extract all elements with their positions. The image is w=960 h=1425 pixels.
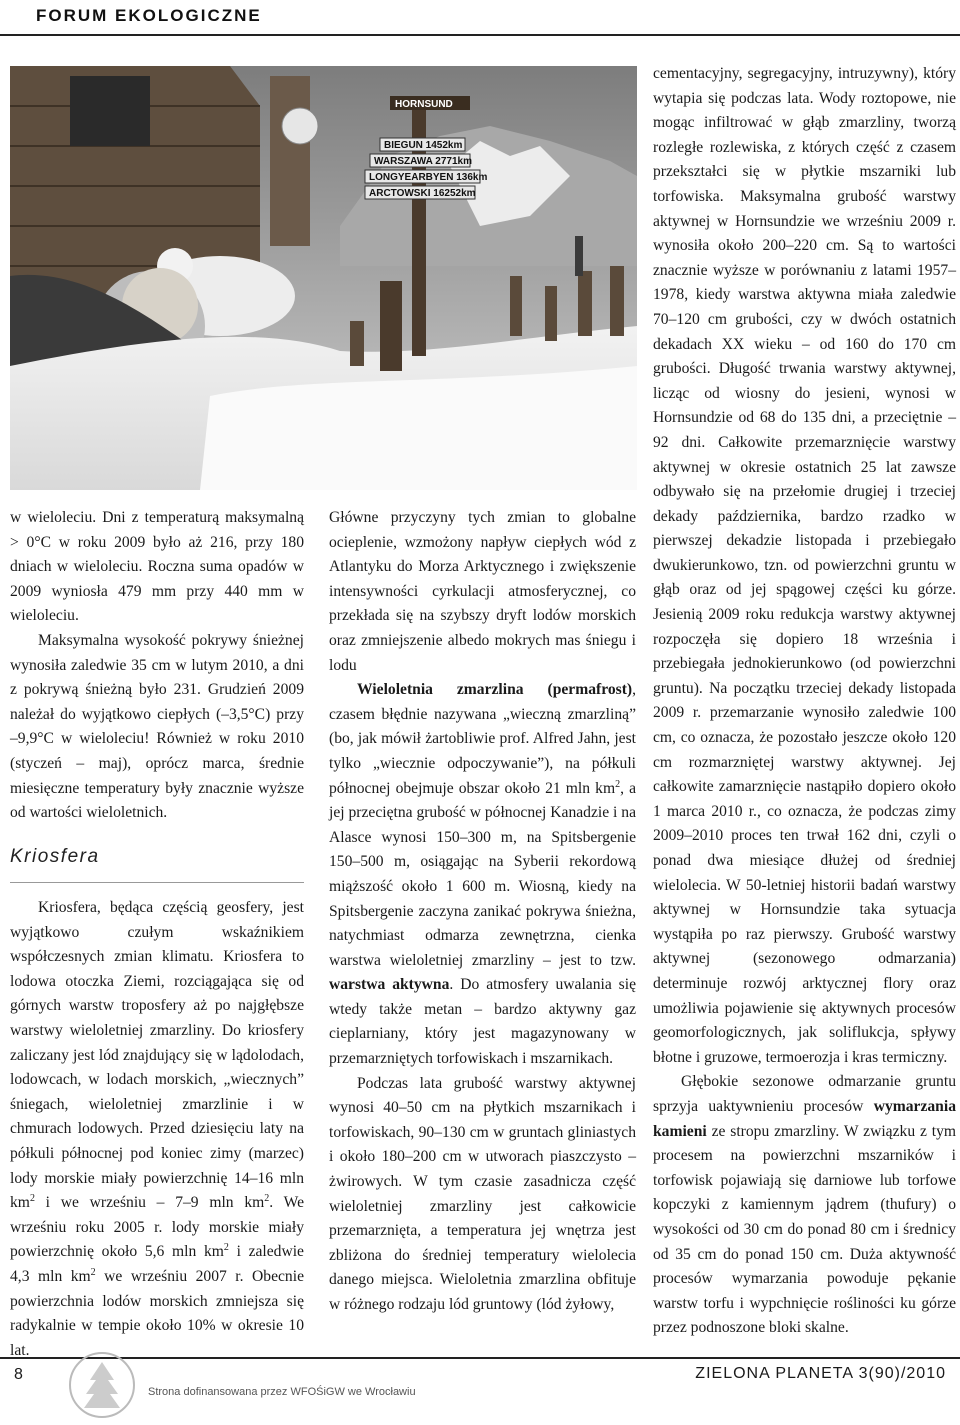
text: . We wrześniu roku 2005 r. lody morskie miały powierzchnię około 5,6 mln km [10,1194,305,1261]
magazine-issue: ZIELONA PLANETA 3(90)/2010 [695,1365,946,1382]
footer-divider [0,1357,960,1359]
signpost-sign: ARCTOWSKI 16252km [369,188,476,199]
page-number: 8 [14,1366,23,1383]
paragraph: Maksymalna wysokość pokrywy śnieżnej wynosiła zaledwie 35 cm w lutym 2010, a dni z pokrywą śnieżną było 231. Grudzień 2009 należał do wyjątkowo ciepłych (–3,5°C) przy –9,9°C w wieloleciu! Również w roku 2010 (styczeń – maj), oprócz marca, średnie miesięczne temperatury były znacznie wyższe od wartości wieloletnich. [10,631,304,822]
signpost-sign: WARSZAWA 2771km [374,156,472,167]
paragraph: Podczas lata grubość warstwy aktywnej wynosi 40–50 cm na płytkich mszarnikach i torfowiskach, 90–130 cm w gruntach gliniastych i około 180–200 cm w utworach piaszczysto – żwirowych. W tym czasie zasadnicza część wieloletniej zmarzliny jest całkowicie przemarznięta, a temperatura jej wnętrza jest zbliżona do średniej temperatury wielolecia danego miejsca. Wieloletnia zmarzlina obfituje w różnego rodzaju lód gruntowy (lód żyłowy, [329,1074,636,1313]
text: , a jej przeciętna grubość w północnej Kanadzie i na Alasce wynosi 150–300 m, na Spitsbergenie 150–500 m, osiągając na Syberii rekordową miąższość około 1 600 m. Wiosną, kiedy na Spitsbergenie zaczyna zanikać pokrywa śnieżna, natychmiast odmarza zewnętrzna, cienka warstwa wieloletniej zmarzliny – jest to tzw. [329,779,637,969]
text: i zaledwie 4,3 mln km [10,1243,304,1285]
superscript: 2 [223,1242,229,1254]
text: i we wrześniu – 7–9 mln km [34,1194,265,1212]
text: ze stropu zmarzliny. W związku z tym procesem na powierzchni mszarników i torfowisk pojawiają się darniowe lub torfowe kopczyki z kamiennym jądrem (thufury) o wysokości od 30 cm do ponad 80 cm i średnicy od 35 cm do ponad 150 cm. Duża aktywność procesów wymarzania powoduje pękanie warstw torfu i wypchnięcie rośliności ku górze przez podnoszone bloki skalne. [653,1122,956,1337]
section-heading: Kriosfera [10,846,100,867]
superscript: 2 [264,1192,270,1204]
paragraph: w wieloleciu. Dni z temperaturą maksymalną > 0°C w roku 2009 było aż 216, przy 180 dniach w wieloleciu. Roczna suma opadów w 2009 wyniosła 479 mm przy 440 mm w wieloleciu. [10,509,304,625]
paragraph: Główne przyczyny tych zmian to globalne ocieplenie, wzmożony napływ ciepłych wód z Atlantyku do Morza Arktycznego i zwiększenie intensywności cyrkulacji atmosferycznej, co przekłada się na szybszy dryft lodów morskich oraz zmniejszenie albedo mokrych mas śniegu i lodu [329,509,636,674]
column-3 [653,62,956,1341]
polar-bear-photo [10,66,637,490]
superscript: 2 [615,778,621,790]
text: we wrześniu 2007 r. Obecnie powierzchnia lodów morskich zmniejsza się radykalnie w tempie około 10% w okresie 10 lat. [10,1267,304,1359]
bold-term: Wieloletnia zmarzlina (permafrost) [357,681,633,699]
text: , czasem błędnie nazywana „wieczną zmarzliną” (bo, jak mówił żartobliwie prof. Alfred Jahn, jest tylko „wiecznie odpoczywanie”), na półkuli północnej obejmuje obszar około 21 mln km [329,681,636,797]
text: Kriosfera, będąca częścią geosfery, jest wyjątkowo czułym wskaźnikiem współczesnych zmian klimatu. Kriosfera to lodowa otoczka Ziemi, rozciągająca się od górnych warstw troposfery aż po najgłębsze warstwy wieloletniej zmarzliny. Do kriosfery zaliczany jest lód znajdujący się w lądolodach, lodowcach, w lodach morskich, „wiecznych” śniegach, wieloletniej zmarzlinie i w chmurach lodowych. Przed dziesięciu laty na półkuli północnej pod koniec zimy (marzec) lody morskie miały powierzchnię 14–16 mln km [10,899,304,1212]
text: Głębokie sezonowe odmarzanie gruntu sprzyja uaktywnieniu procesów [653,1073,956,1115]
signpost-sign: BIEGUN 1452km [384,140,463,151]
column-1 [10,506,304,826]
column-2 [329,506,636,1318]
text: . Do atmosfery uwalania się wtedy także metan – bardzo aktywny gaz cieplarniany, który jest magazynowany w przemarzniętych torfowiskach i mszarnikach. [329,976,636,1068]
signpost-sign: HORNSUND [395,99,453,110]
paragraph [10,896,304,1363]
superscript: 2 [90,1266,96,1278]
section-title: FORUM EKOLOGICZNE [36,6,262,25]
paragraph [329,678,636,1072]
bold-term: warstwa aktywna [329,976,450,994]
bold-term: wymarzania kamieni [653,1097,956,1140]
divider [10,882,304,883]
column-1-continued [10,896,304,1363]
tree-logo-icon [62,1350,142,1425]
paragraph [653,1070,956,1341]
superscript: 2 [29,1192,35,1204]
page-header [0,0,960,36]
paragraph: cementacyjny, segregacyjny, intruzywny), który wytapia się podczas lata. Wody roztopowe, nie mogąc infiltrować w głąb zmarzliny, tworzą rozległe rozlewiska, z których część z czasem przekształci się w płytkie mszarniki lub torfowiska. Maksymalna grubość warstwy aktywnej w Hornsundzie we wrześniu 2009 r. wynosiła około 200–220 cm. Są to wartości znacznie wyższe w porównaniu z latami 1957–1978, kiedy warstwa aktywna miała zaledwie 70–120 cm grubości, czy w dwóch ostatnich dekadach XX wieku – od 160 do 170 cm grubości. Długość trwania warstwy aktywnej, licząc od wiosny do jesieni, wynosi w Hornsundzie od 68 do 135 dni, a przeciętnie – 92 dni. Całkowite przemarznięcie warstwy aktywnej w okresie ostatnich 25 lat zawsze odbywało się na przełomie drugiej i trzeciej dekady października, bardzo rzadko w pierwszej dekadzie listopada i przebiegało dwukierunkowo, tzn. od powierzchni gruntu w głąb oraz od jej spągowej części ku górze. Jesienią 2009 roku redukcja warstwy aktywnej rozpoczęła się dopiero 18 września i przebiegała jednokierunkowo (od powierzchni gruntu). Na początku trzeciej dekady listopada 2009 r. przemarzanie wynosiło zaledwie 100 cm, co oznacza, że pozostało jeszcze około 120 cm rozmarzniętej warstwy aktywnej. Jej całkowite zamarznięcie nastąpiło dopiero około 1 marca 2010 r., co oznacza, że podczas zimy 2009–2010 proces ten trwał 162 dni, czyli o ponad dwa miesiące dłużej od średniej wielolecia. W 50-letniej historii badań warstwy aktywnej w Hornsundzie taka sytuacja wystąpiła po raz pierwszy. Grubość warstwy aktywnej (sezonowego odmarzania) determinuje rozwój arktycznej flory oraz umożliwia pojawienie się aktywnych procesów geomorfologicznych, jak soliflukcja, spływy błotne i gruzowe, termoerozja i kras termiczny. [653,65,956,1066]
signpost-sign: LONGYEARBYEN 136km [369,172,488,183]
sponsor-note: Strona dofinansowana przez WFOŚiGW we Wrocławiu [148,1386,416,1398]
